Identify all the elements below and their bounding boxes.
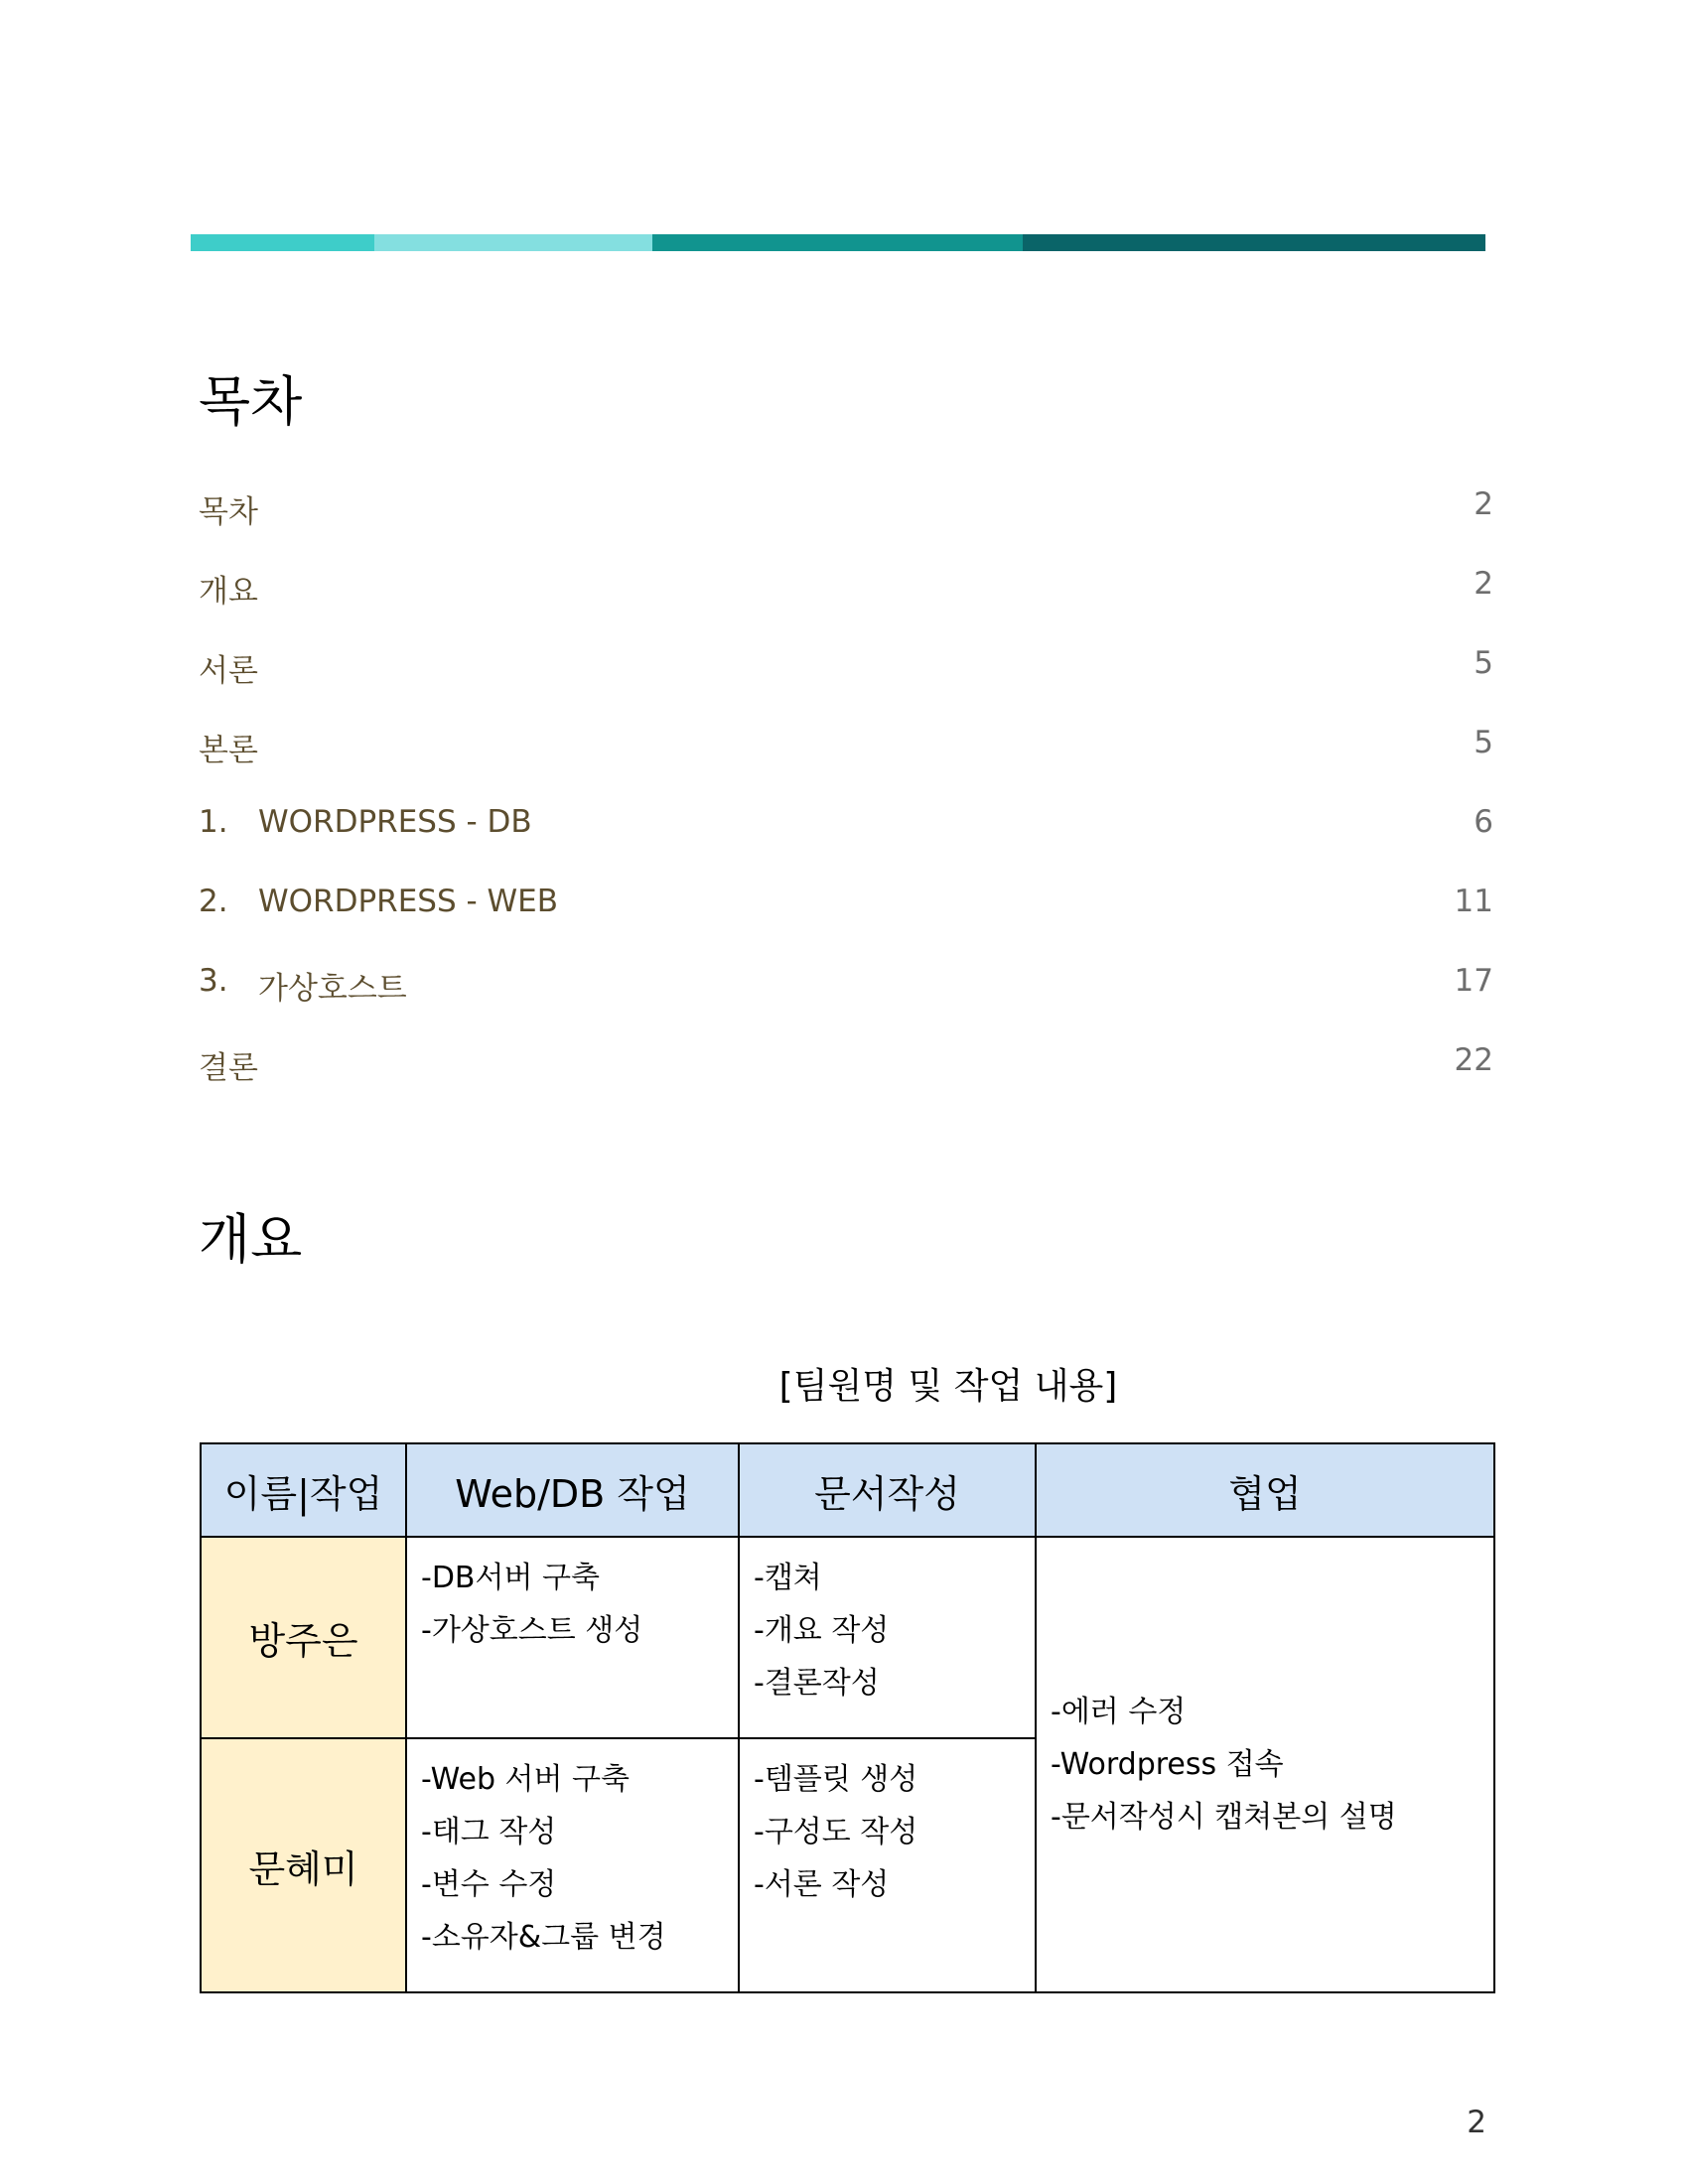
toc-entry-title: 개요 xyxy=(199,574,258,610)
toc-entry[interactable] xyxy=(199,963,1493,1013)
table-caption: [팀원명 및 작업 내용] xyxy=(778,1366,1118,1407)
toc-entry-number: 2. xyxy=(199,884,228,919)
task-item: -구성도 작성 xyxy=(754,1815,918,1849)
top-accent-bar xyxy=(191,234,1485,251)
toc-heading: 목차 xyxy=(199,370,303,433)
toc-entry[interactable] xyxy=(199,804,1493,854)
toc-entry-page: 11 xyxy=(1454,884,1493,919)
task-item: -결론작성 xyxy=(754,1666,880,1701)
toc-entry[interactable] xyxy=(199,1042,1493,1092)
task-item: -에러 수정 xyxy=(1051,1695,1187,1729)
table-header-row xyxy=(201,1443,1494,1537)
toc-entry[interactable] xyxy=(199,725,1493,774)
task-item: -Wordpress 접속 xyxy=(1051,1747,1284,1782)
collab-tasks xyxy=(1036,1537,1494,1992)
task-item: -가상호스트 생성 xyxy=(421,1613,643,1648)
task-item: -개요 작성 xyxy=(754,1613,890,1648)
accent-segment-4 xyxy=(1023,234,1485,251)
docs-tasks xyxy=(739,1537,1036,1738)
overview-heading: 개요 xyxy=(199,1208,303,1271)
toc-entry[interactable] xyxy=(199,486,1493,536)
webdb-tasks xyxy=(406,1537,739,1738)
header-collab: 협업 xyxy=(1036,1443,1494,1537)
page-number: 2 xyxy=(1467,2105,1486,2140)
header-docs: 문서작성 xyxy=(739,1443,1036,1537)
toc-entry-title: 목차 xyxy=(199,494,258,530)
task-item: -템플릿 생성 xyxy=(754,1762,918,1797)
toc-entry[interactable] xyxy=(199,884,1493,933)
toc-entry-page: 5 xyxy=(1474,645,1493,681)
team-task-table xyxy=(200,1442,1495,1993)
docs-tasks xyxy=(739,1738,1036,1992)
task-item: -문서작성시 캡쳐본의 설명 xyxy=(1051,1800,1397,1835)
toc-entry-page: 6 xyxy=(1474,804,1493,840)
table-row xyxy=(201,1537,1494,1738)
task-item: -태그 작성 xyxy=(421,1815,557,1849)
toc-entry-title: 본론 xyxy=(199,733,258,768)
task-item: -DB서버 구축 xyxy=(421,1561,600,1595)
task-item: -변수 수정 xyxy=(421,1867,557,1902)
toc-entry[interactable] xyxy=(199,645,1493,695)
toc-entry[interactable] xyxy=(199,566,1493,615)
toc-entry-title: WORDPRESS - DB xyxy=(258,804,532,840)
toc-entry-number: 3. xyxy=(199,963,228,999)
header-webdb: Web/DB 작업 xyxy=(406,1443,739,1537)
toc-entry-title: 결론 xyxy=(199,1050,258,1086)
toc-entry-title: 서론 xyxy=(199,653,258,689)
accent-segment-1 xyxy=(191,234,374,251)
accent-segment-3 xyxy=(652,234,1023,251)
toc-entry-number: 1. xyxy=(199,804,228,840)
header-name-task: 이름|작업 xyxy=(201,1443,406,1537)
toc-entry-page: 17 xyxy=(1454,963,1493,999)
task-item: -Web 서버 구축 xyxy=(421,1762,631,1797)
toc-entry-title: 가상호스트 xyxy=(258,971,407,1007)
toc-entry-page: 5 xyxy=(1474,725,1493,760)
toc-entry-title: WORDPRESS - WEB xyxy=(258,884,559,919)
task-item: -소유자&그룹 변경 xyxy=(421,1920,666,1955)
accent-segment-2 xyxy=(374,234,652,251)
member-name: 문혜미 xyxy=(201,1738,406,1992)
toc-entry-page: 2 xyxy=(1474,486,1493,522)
webdb-tasks xyxy=(406,1738,739,1992)
member-name: 방주은 xyxy=(201,1537,406,1738)
task-item: -서론 작성 xyxy=(754,1867,890,1902)
toc-entry-page: 2 xyxy=(1474,566,1493,602)
task-item: -캡쳐 xyxy=(754,1561,822,1595)
toc-entry-page: 22 xyxy=(1454,1042,1493,1078)
